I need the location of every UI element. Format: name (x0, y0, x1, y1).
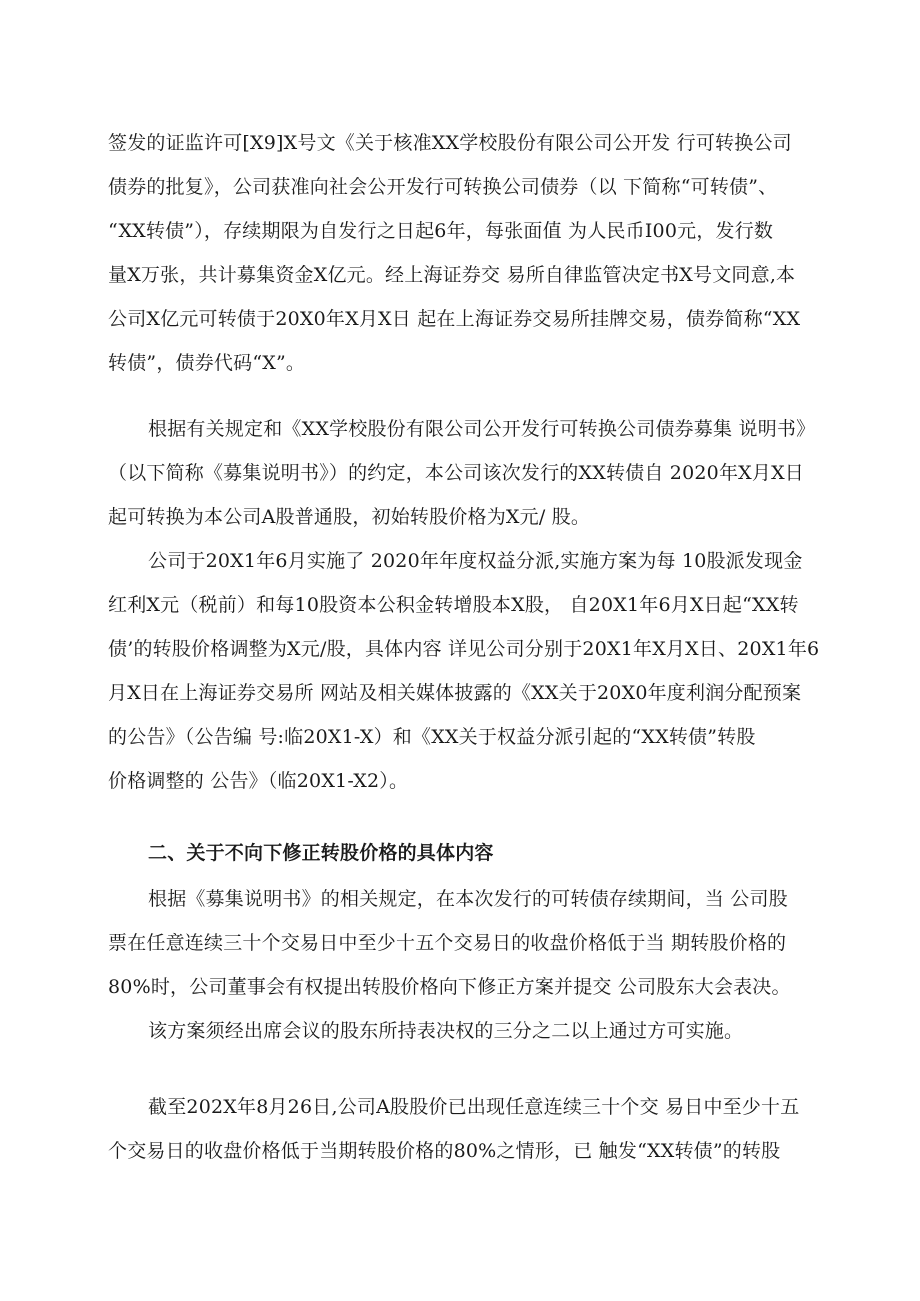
paragraph-line: 签发的证监许可[X9]X号文《关于核准XX学校股份有限公司公开发 行可转换公司 (108, 132, 792, 154)
paragraph-line: 转债”，债券代码“X”。 (108, 352, 306, 374)
paragraph-line: 量X万张，共计募集资金X亿元。经上海证券交 易所自律监管决定书X号文同意,本 (108, 264, 796, 286)
paragraph-line: 红利X元（税前）和每10股资本公积金转增股本X股， 自20X1年6月X日起“XX转 (108, 594, 799, 616)
paragraph-line: （以下简称《募集说明书》）的约定，本公司该次发行的XX转债自 2020年X月X日 (108, 462, 805, 484)
paragraph-line: 债’的转股价格调整为X元/股，具体内容 详见公司分别于20X1年X月X日、20X1年6 (108, 638, 820, 660)
paragraph-line: 价格调整的 公告》（临20X1-X2）。 (108, 770, 409, 792)
paragraph-line: 个交易日的收盘价格低于当期转股价格的80%之情形，已 触发“XX转债”的转股 (108, 1140, 781, 1162)
paragraph-line: 公司X亿元可转债于20X0年X月X日 起在上海证券交易所挂牌交易，债券简称“XX (108, 308, 801, 330)
paragraph-line: 月X日在上海证券交易所 网站及相关媒体披露的《XX关于20X0年度利润分配预案 (108, 682, 802, 704)
paragraph-line: 该方案须经出席会议的股东所持表决权的三分之二以上通过方可实施。 (148, 1020, 744, 1042)
paragraph-line: 起可转换为本公司A股普通股，初始转股价格为X元/ 股。 (108, 506, 591, 528)
paragraph-line: “XX转债”），存续期限为自发行之日起6年，每张面值 为人民币I00元，发行数 (108, 220, 774, 242)
paragraph-line: 根据有关规定和《XX学校股份有限公司公开发行可转换公司债券募集 说明书》 (148, 418, 816, 440)
paragraph-line: 的公告》（公告编 号:临20X1-X）和《XX关于权益分派引起的“XX转债”转股 (108, 726, 756, 748)
paragraph-line: 公司于20X1年6月实施了 2020年年度权益分派,实施方案为每 10股派发现金 (148, 550, 803, 572)
paragraph-line: 债券的批复》，公司获准向社会公开发行可转换公司债券（以 下简称“可转债”、 (108, 176, 778, 198)
paragraph-line: 票在任意连续三十个交易日中至少十五个交易日的收盘价格低于当 期转股价格的 (108, 932, 787, 954)
paragraph-line: 80%时，公司董事会有权提出转股价格向下修正方案并提交 公司股东大会表决。 (108, 976, 791, 998)
paragraph-line: 截至202X年8月26日,公司A股股价已出现任意连续三十个交 易日中至少十五 (148, 1096, 800, 1118)
section-heading: 二、关于不向下修正转股价格的具体内容 (148, 842, 494, 864)
paragraph-line: 根据《募集说明书》的相关规定，在本次发行的可转债存续期间，当 公司股 (148, 888, 788, 910)
